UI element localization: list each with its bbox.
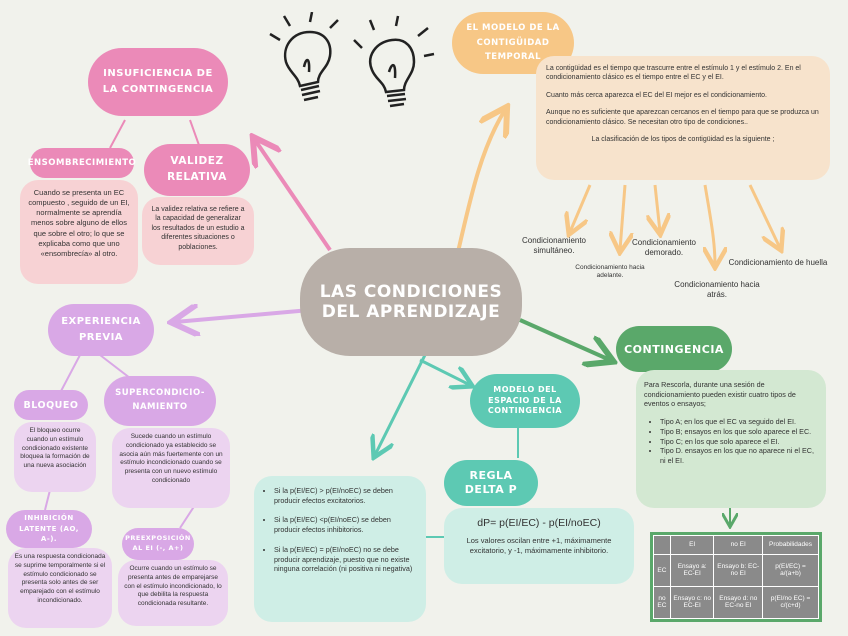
casos-card bbox=[254, 476, 426, 622]
table-cell: EC bbox=[654, 554, 671, 586]
contiguidad-p1: La contigüidad es el tiempo que trascurre entre el estímulo 1 y el estímulo 2. En el condicionamiento clásico es el tiempo entre el EC y el EI. bbox=[546, 65, 801, 82]
contiguidad-card bbox=[536, 56, 830, 180]
tipo-huella: Condicionamiento de huella bbox=[728, 258, 828, 267]
supercondicionamiento-card: Sucede cuando un estímulo condicionado ya establecido se asocia aún más fuertemente con un estímulo incondicionado cuando se presenta con un nuevo estímulo condicionado bbox=[112, 428, 230, 508]
table-header: no EI bbox=[714, 536, 763, 555]
central-title-line1: LAS CONDICIONES bbox=[319, 282, 503, 302]
table-cell: Ensayo b: EC-no EI bbox=[714, 554, 763, 586]
insuficiencia-node: INSUFICIENCIA DE LA CONTINGENCIA bbox=[88, 48, 228, 116]
preexposicion-title: PREEXPOSICIÓN AL EI (-, A+) bbox=[122, 528, 194, 560]
contiguidad-p4: La clasificación de los tipos de contigüidad es la siguiente ; bbox=[591, 136, 775, 144]
table-cell: p(EI/EC) = a/(a+b) bbox=[763, 554, 819, 586]
experiencia-node: EXPERIENCIA PREVIA bbox=[48, 304, 154, 356]
regla-desc: Los valores oscilan entre +1, máximamente excitatorio, y -1, máximamente inhibitorio. bbox=[466, 536, 612, 556]
lightbulb-icon-left bbox=[270, 12, 338, 100]
central-title-line2: DEL APRENDIZAJE bbox=[321, 302, 501, 322]
table-cell: Ensayo a: EC-EI bbox=[670, 554, 714, 586]
lightbulb-icon-right bbox=[354, 16, 434, 106]
central-topic bbox=[300, 248, 522, 356]
contingencia-node: CONTINGENCIA bbox=[616, 326, 732, 372]
tipo-atras: Condicionamiento hacia atrás. bbox=[674, 280, 760, 299]
contingencia-item: • Tipo B; ensayos en los que solo aparece el EC. bbox=[660, 427, 818, 437]
contiguidad-p2: Cuanto más cerca aparezca el EC del EI mejor es el condicionamiento. bbox=[546, 91, 767, 99]
tipo-adelante: Condicionamiento hacia adelante. bbox=[575, 264, 645, 280]
supercondicionamiento-title: SUPERCONDICIO-NAMIENTO bbox=[104, 376, 216, 426]
table-row bbox=[654, 554, 819, 586]
caso-item: • Si la p(EI/EC) > p(EI/noEC) se deben producir efectos excitatorios. bbox=[274, 486, 418, 505]
table-cell: p(EI/no EC) = c/(c+d) bbox=[763, 586, 819, 618]
inhibicion-card: Es una respuesta condicionada se suprime temporalmente si el estímulo condicionado se presenta solo antes de ser emparejado con el estímulo incondicionado. bbox=[8, 548, 112, 628]
probability-table bbox=[650, 532, 822, 622]
table-cell: no EC bbox=[654, 586, 671, 618]
table-cell: Ensayo d: no EC-no EI bbox=[714, 586, 763, 618]
tipo-demorado: Condicionamiento demorado. bbox=[631, 238, 697, 257]
contingencia-item: • Tipo D. ensayos en los que no aparece ni el EC, ni el EI. bbox=[660, 446, 818, 465]
bloqueo-title: BLOQUEO bbox=[14, 390, 88, 420]
table-header bbox=[654, 536, 671, 555]
contingencia-card bbox=[636, 370, 826, 508]
ensombrecimiento-card: Cuando se presenta un EC compuesto , seguido de un EI, normalmente se aprendía menos sobre alguno de ellos que sobre el otro; lo que se explicaba como que uno «ensombrecía» al otro. bbox=[20, 180, 138, 284]
regla-delta-card bbox=[444, 508, 634, 584]
contiguidad-node: EL MODELO DE LA CONTIGÜIDAD TEMPORAL bbox=[452, 12, 574, 74]
validez-title: VALIDEZ RELATIVA bbox=[144, 144, 250, 196]
inhibicion-title: INHIBICIÓN LATENTE (AO, A-). bbox=[6, 510, 92, 548]
contingencia-item: • Tipo A; en los que el EC va seguido del EI. bbox=[660, 417, 818, 427]
caso-item: • Si la p(EI/EC) = p(EI/noEC) no se debe producir aprendizaje, puesto que no existe ninguna correlación (ni positiva ni negativa) bbox=[274, 545, 418, 574]
ensombrecimiento-title: ENSOMBRECIMIENTO bbox=[30, 148, 134, 178]
table-header: EI bbox=[670, 536, 714, 555]
preexposicion-card: Ocurre cuando un estímulo se presenta antes de emparejarse con el estímulo incondicionado, lo que debilita la respuesta condicionada resultante. bbox=[118, 560, 228, 626]
table-row bbox=[654, 586, 819, 618]
tipo-simultaneo: Condicionamiento simultáneo. bbox=[521, 236, 587, 255]
lightbulb-icons bbox=[262, 12, 442, 132]
contiguidad-p3: Aunque no es suficiente que aparezcan cercanos en el tiempo para que se produzca un condicionamiento clásico. Se necesitan otro tipo de condiciones.. bbox=[546, 109, 819, 126]
caso-item: • Si la p(EI/EC) <p(EI/noEC) se deben producir efectos inhibitorios. bbox=[274, 515, 418, 534]
validez-card: La validez relativa se refiere a la capacidad de generalizar los resultados de un estudio a diferentes situaciones o poblaciones. bbox=[142, 197, 254, 265]
table-cell: Ensayo c: no EC-EI bbox=[670, 586, 714, 618]
contingencia-item: • Tipo C; en los que solo aparece el EI. bbox=[660, 437, 818, 447]
table-header: Probabilidades bbox=[763, 536, 819, 555]
modelo-espacio-node: MODELO DEL ESPACIO DE LA CONTINGENCIA bbox=[470, 374, 580, 428]
regla-formula: dP= p(EI/EC) - p(EI/noEC) bbox=[477, 517, 601, 529]
bloqueo-card: El bloqueo ocurre cuando un estímulo condicionado existente bloquea la formación de una nueva asociación bbox=[14, 422, 96, 492]
contingencia-intro: Para Rescorla, durante una sesión de condicionamiento pueden existir cuatro tipos de eventos o ensayos; bbox=[644, 380, 796, 409]
regla-delta-title: REGLA DELTA P bbox=[444, 460, 538, 506]
